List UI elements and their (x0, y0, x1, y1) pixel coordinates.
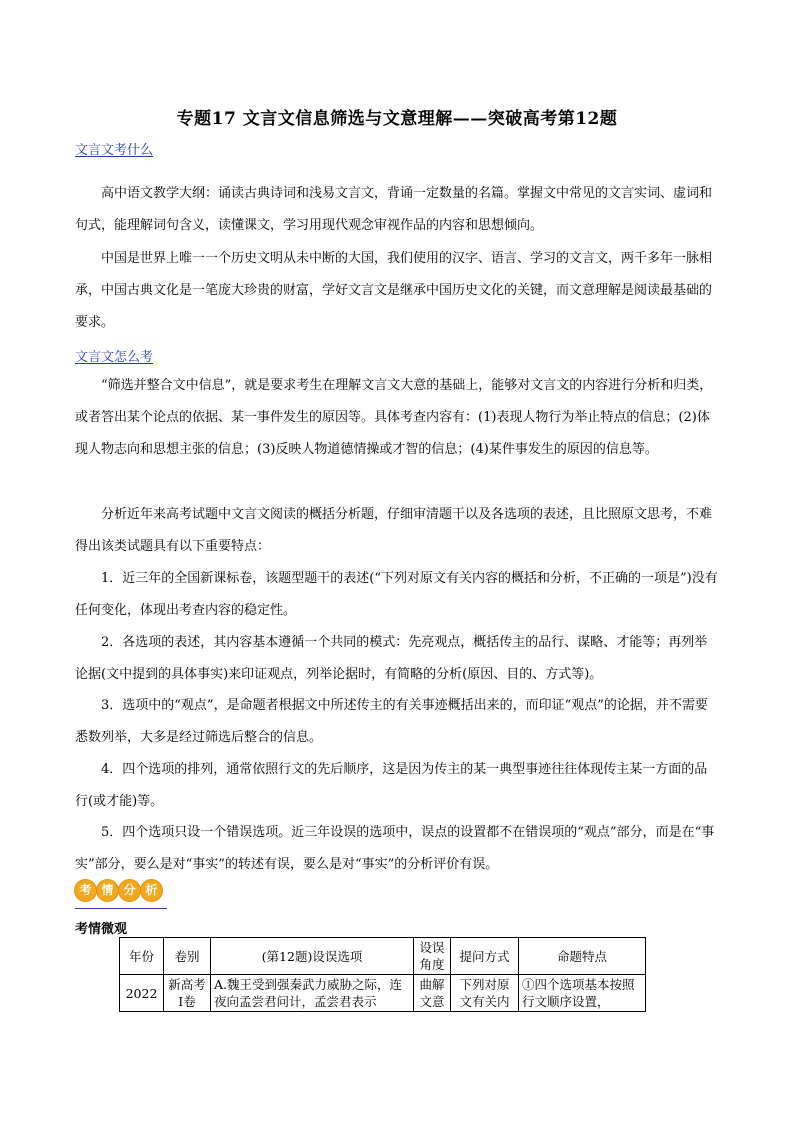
paragraph: 高中语文教学大纲：诵读古典诗词和浅易文言文，背诵一定数量的名篇。掌握文中常见的文言实词、虚词和句式，能理解词句含义，读懂课文，学习用现代观念审视作品的内容和思想倾向。 (75, 186, 713, 233)
analysis-badge (75, 880, 162, 901)
table-header: 提问方式 (451, 938, 519, 975)
table-header: 年份 (120, 938, 164, 975)
table-header-row (120, 938, 646, 975)
badge-char: 考 (75, 880, 96, 901)
exam-table (119, 937, 646, 1012)
paragraph: 3．选项中的“观点”，是命题者根据文中所述传主的有关事迹概括出来的，而印证“观点”的论据，并不需要悉数列举，大多是经过筛选后整合的信息。 (75, 698, 708, 745)
badge-char: 分 (119, 880, 140, 901)
table-cell: 下列对原文有关内 (451, 975, 519, 1012)
subheading: 考情微观 (75, 922, 128, 937)
page-title: 专题17 文言文信息筛选与文意理解——突破高考第12题 (176, 109, 618, 129)
paragraph: 分析近年来高考试题中文言文阅读的概括分析题，仔细审清题干以及各选项的表述，且比照原文思考，不难得出该类试题具有以下重要特点： (75, 507, 713, 554)
table-header: 命题特点 (519, 938, 646, 975)
section-heading-what[interactable]: 文言文考什么 (75, 143, 154, 158)
table-header: 卷别 (164, 938, 211, 975)
table-header: 设误角度 (414, 938, 451, 975)
badge-underline (75, 908, 167, 909)
table-cell: ①四个选项基本按照行文顺序设置， (519, 975, 646, 1012)
paragraph: 1．近三年的全国新课标卷，该题型题干的表述(“下列对原文有关内容的概括和分析，不正确的一项是”)没有任何变化，体现出考查内容的稳定性。 (75, 571, 718, 618)
paragraph: 中国是世界上唯一一个历史文明从未中断的大国，我们使用的汉字、语言、学习的文言文，两千多年一脉相承，中国古典文化是一笔庞大珍贵的财富，学好文言文是继承中国历史文化的关键，而文意理解是阅读最基础的要求。 (75, 251, 713, 330)
badge-char: 析 (141, 880, 162, 901)
table-cell: 曲解文意 (414, 975, 451, 1012)
table-header: (第12题)设误选项 (211, 938, 414, 975)
paragraph: “筛选并整合文中信息”，就是要求考生在理解文言文大意的基础上，能够对文言文的内容进行分析和归类，或者答出某个论点的依据、某一事件发生的原因等。具体考查内容有：(1)表现人物行为举止特点的信息；(2)体现人物志向和思想主张的信息；(3)反映人物道德情操或才智的信息；(4)某件事发生的原因的信息等。 (75, 378, 713, 457)
paragraph: 2．各选项的表述，其内容基本遵循一个共同的模式：先亮观点，概括传主的品行、谋略、才能等；再列举论据(文中提到的具体事实)来印证观点，列举论据时，有简略的分析(原因、目的、方式等)。 (75, 635, 708, 682)
badge-char: 情 (97, 880, 118, 901)
table-row (120, 975, 646, 1012)
table-cell: 2022 (120, 975, 164, 1012)
paragraph: 5．四个选项只设一个错误选项。近三年设误的选项中，误点的设置都不在错误项的“观点”部分，而是在“事实”部分，要么是对“事实”的转述有误，要么是对“事实”的分析评价有误。 (75, 825, 715, 872)
table-cell: 新高考Ⅰ卷 (164, 975, 211, 1012)
section-heading-how[interactable]: 文言文怎么考 (75, 350, 154, 365)
table-cell: A.魏王受到强秦武力威胁之际，连夜向孟尝君问计，孟尝君表示 (211, 975, 414, 1012)
paragraph: 4．四个选项的排列，通常依照行文的先后顺序，这是因为传主的某一典型事迹往往体现传主某一方面的品行(或才能)等。 (75, 762, 708, 809)
